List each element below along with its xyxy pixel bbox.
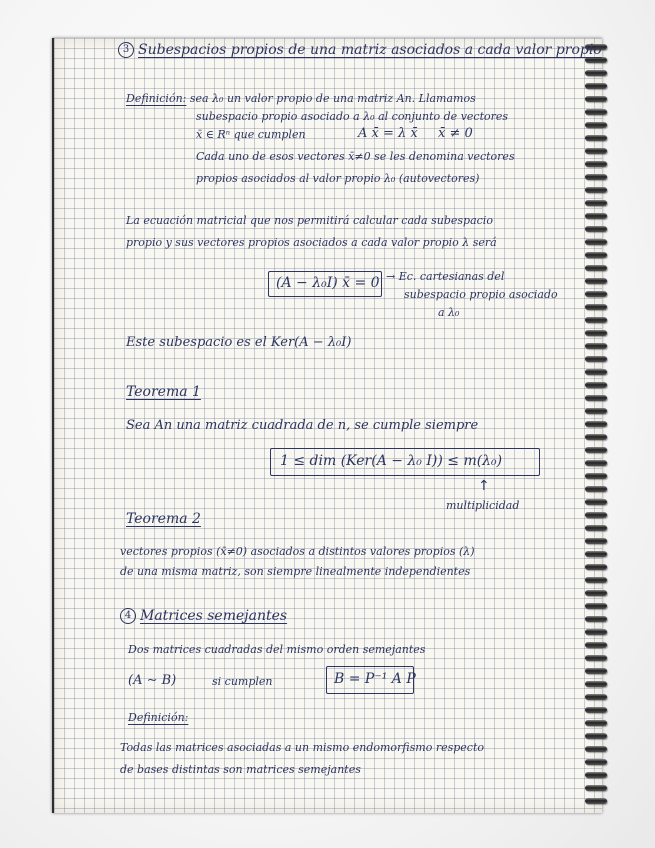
spiral-ring (585, 109, 607, 115)
similar-notation: (A ∼ B) (128, 673, 177, 688)
spiral-ring (585, 629, 607, 635)
spiral-ring (585, 148, 607, 154)
theorem-2-line-1: vectores propios (x̄≠0) asociados a distintos valores propios (λ) (120, 545, 475, 558)
similar-condition: si cumplen (212, 675, 273, 688)
spiral-ring (585, 473, 607, 479)
spiral-ring (585, 356, 607, 362)
definition-label: Definición: (126, 92, 187, 105)
spiral-ring (585, 512, 607, 518)
definition-text-1: sea λ₀ un valor propio de una matriz An. Llamamos (189, 92, 476, 105)
spiral-ring (585, 161, 607, 167)
equation-note-line-2: subespacio propio asociado (404, 288, 558, 301)
spiral-ring (585, 187, 607, 193)
spiral-ring (585, 200, 607, 206)
spiral-ring (585, 655, 607, 661)
spiral-ring (585, 668, 607, 674)
spiral-ring (585, 304, 607, 310)
spiral-ring (585, 707, 607, 713)
spiral-binding (585, 40, 613, 810)
kernel-line: Este subespacio es el Ker(A − λ₀I) (126, 335, 352, 350)
definition-line-5: propios asociados al valor propio λ₀ (autovectores) (196, 172, 480, 185)
spiral-ring (585, 343, 607, 349)
section-4-line-1: Dos matrices cuadradas del mismo orden semejantes (128, 643, 426, 656)
spiral-ring (585, 798, 607, 804)
spiral-ring (585, 83, 607, 89)
spiral-ring (585, 785, 607, 791)
theorem-1-statement: Sea An una matriz cuadrada de n, se cumple siempre (126, 418, 479, 433)
spiral-ring (585, 603, 607, 609)
spiral-ring (585, 499, 607, 505)
section-4-definition-line-1: Todas las matrices asociadas a un mismo endomorfismo respecto (120, 741, 484, 754)
definition-condition: x̄ ≠ 0 (438, 126, 473, 141)
spiral-ring (585, 278, 607, 284)
spiral-ring (585, 746, 607, 752)
spiral-ring (585, 135, 607, 141)
spiral-ring (585, 733, 607, 739)
definition-line-4: Cada uno de esos vectores x̄≠0 se les denomina vectores (196, 150, 515, 163)
similarity-formula: B = P⁻¹ A P (334, 671, 416, 687)
multiplicity-label: multiplicidad (446, 499, 520, 512)
spiral-ring (585, 486, 607, 492)
spiral-ring (585, 122, 607, 128)
equation-note-line-1: → Ec. cartesianas del (386, 270, 505, 283)
spiral-ring (585, 577, 607, 583)
spiral-ring (585, 330, 607, 336)
section-number-badge: 4 (120, 608, 136, 624)
theorem-1-title: Teorema 1 (126, 384, 201, 400)
equation-intro-line-2: propio y sus vectores propios asociados a cada valor propio λ será (126, 236, 497, 249)
section-4-definition-label: Definición: (128, 711, 189, 724)
theorem-1-inequality: 1 ≤ dim (Ker(A − λ₀ I)) ≤ m(λ₀) (280, 453, 503, 469)
spiral-ring (585, 616, 607, 622)
definition-equation: A x̄ = λ x̄ (358, 126, 418, 141)
spiral-ring (585, 525, 607, 531)
spiral-ring (585, 174, 607, 180)
spiral-ring (585, 551, 607, 557)
section-3-heading (118, 42, 602, 58)
up-arrow-icon: ↑ (478, 478, 490, 494)
spiral-ring (585, 421, 607, 427)
spiral-ring (585, 590, 607, 596)
spiral-ring (585, 226, 607, 232)
section-3-title: Subespacios propios de una matriz asociados a cada valor propio (138, 42, 602, 58)
spiral-ring (585, 772, 607, 778)
theorem-2-title: Teorema 2 (126, 511, 201, 527)
equation-intro-line-1: La ecuación matricial que nos permitirá calcular cada subespacio (126, 214, 493, 227)
section-4-title: Matrices semejantes (140, 608, 288, 624)
spiral-ring (585, 70, 607, 76)
spiral-ring (585, 720, 607, 726)
spiral-ring (585, 434, 607, 440)
spiral-ring (585, 408, 607, 414)
spiral-ring (585, 759, 607, 765)
spiral-ring (585, 252, 607, 258)
spiral-ring (585, 460, 607, 466)
spiral-ring (585, 213, 607, 219)
spiral-ring (585, 681, 607, 687)
spiral-ring (585, 564, 607, 570)
spiral-ring (585, 382, 607, 388)
theorem-2-line-2: de una misma matriz, son siempre linealmente independientes (120, 565, 471, 578)
section-4-definition-line-2: de bases distintas son matrices semejantes (120, 763, 361, 776)
boxed-equation: (A − λ₀I) x̄ = 0 (276, 275, 380, 291)
spiral-ring (585, 291, 607, 297)
spiral-ring (585, 395, 607, 401)
spiral-ring (585, 538, 607, 544)
definition-line-1 (126, 93, 476, 104)
section-4-heading (120, 608, 287, 624)
definition-line-2: subespacio propio asociado a λ₀ al conjunto de vectores (196, 110, 509, 123)
section-number-badge: 3 (118, 42, 134, 58)
definition-line-3a: x̄ ∈ Rⁿ que cumplen (196, 128, 306, 141)
equation-note-line-3: a λ₀ (438, 306, 460, 319)
spiral-ring (585, 96, 607, 102)
spiral-ring (585, 642, 607, 648)
spiral-ring (585, 265, 607, 271)
spiral-ring (585, 317, 607, 323)
spiral-ring (585, 369, 607, 375)
spiral-ring (585, 447, 607, 453)
spiral-ring (585, 694, 607, 700)
spiral-ring (585, 239, 607, 245)
